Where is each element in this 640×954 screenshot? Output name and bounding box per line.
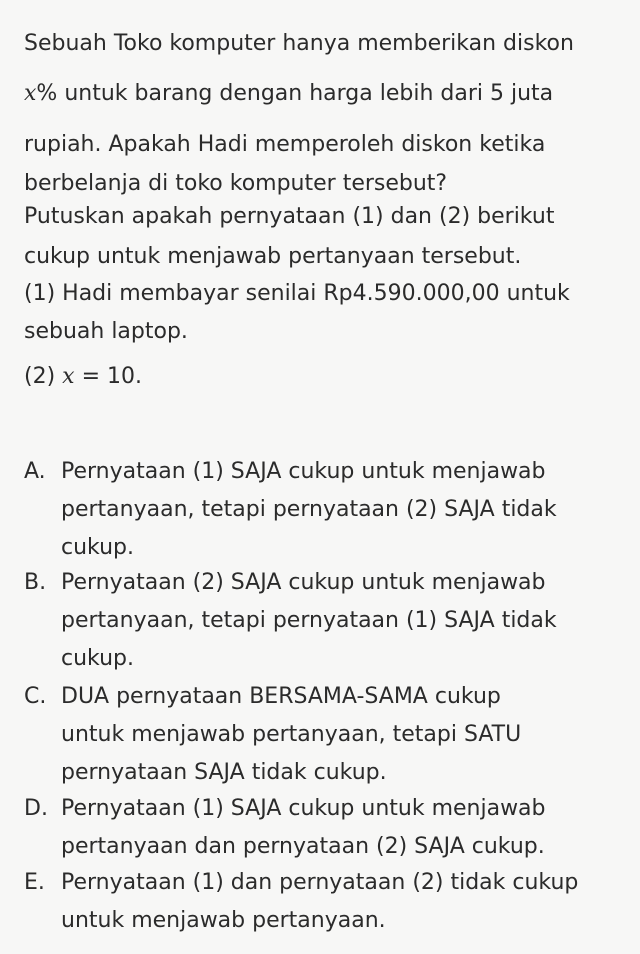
variable-x: x [62, 364, 75, 389]
option-line: Pernyataan (1) SAJA cukup untuk menjawab [61, 459, 546, 484]
option-text [61, 864, 624, 940]
option-line: Pernyataan (1) dan pernyataan (2) tidak cukup [61, 870, 579, 895]
question-line [24, 80, 553, 108]
option-text [61, 453, 624, 567]
option-text [61, 790, 624, 866]
question-line: rupiah. Apakah Hadi memperoleh diskon ketika [24, 132, 546, 157]
statement-1-cont: sebuah laptop. [24, 319, 188, 344]
option-letter: A. [24, 459, 46, 484]
option-line: pertanyaan dan pernyataan (2) SAJA cukup. [61, 834, 545, 859]
statement-2 [24, 363, 142, 391]
statement-2-rest: = 10. [74, 364, 142, 389]
option-text [61, 678, 624, 792]
question-line: Sebuah Toko komputer hanya memberikan diskon [24, 31, 574, 56]
option-d[interactable] [24, 790, 624, 866]
option-line: DUA pernyataan BERSAMA-SAMA cukup [61, 684, 501, 709]
statement-1: (1) Hadi membayar senilai Rp4.590.000,00 untuk [24, 281, 570, 306]
option-letter: B. [24, 570, 47, 595]
option-e[interactable] [24, 864, 624, 940]
option-letter: D. [24, 796, 48, 821]
option-line: Pernyataan (2) SAJA cukup untuk menjawab [61, 570, 546, 595]
question-line-text: % untuk barang dengan harga lebih dari 5 juta [36, 81, 554, 106]
option-line: pernyataan SAJA tidak cukup. [61, 760, 387, 785]
option-line: untuk menjawab pertanyaan, tetapi SATU [61, 722, 522, 747]
option-line: cukup. [61, 646, 135, 671]
question-line: berbelanja di toko komputer tersebut? [24, 171, 448, 196]
option-letter: E. [24, 870, 45, 895]
option-text [61, 564, 624, 678]
option-b[interactable] [24, 564, 624, 678]
option-letter: C. [24, 684, 47, 709]
option-line: pertanyaan, tetapi pernyataan (1) SAJA tidak [61, 608, 557, 633]
option-c[interactable] [24, 678, 624, 792]
option-a[interactable] [24, 453, 624, 567]
option-line: Pernyataan (1) SAJA cukup untuk menjawab [61, 796, 546, 821]
statement-2-prefix: (2) [24, 364, 63, 389]
option-line: pertanyaan, tetapi pernyataan (2) SAJA tidak [61, 497, 557, 522]
instruction-line: cukup untuk menjawab pertanyaan tersebut. [24, 244, 522, 269]
variable-x: x [24, 81, 37, 106]
instruction-line: Putuskan apakah pernyataan (1) dan (2) berikut [24, 204, 555, 229]
option-line: untuk menjawab pertanyaan. [61, 908, 386, 933]
option-line: cukup. [61, 535, 135, 560]
